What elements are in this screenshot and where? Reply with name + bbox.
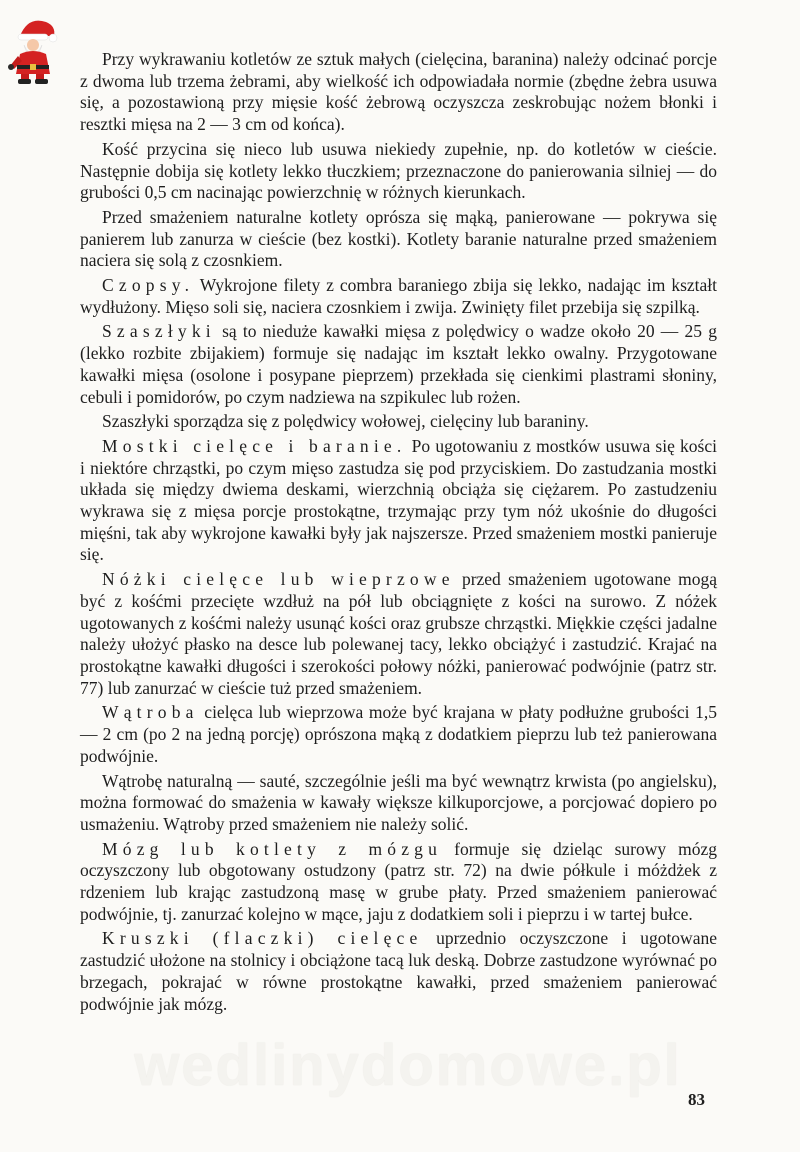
paragraph-text: Wykrojone filety z combra baraniego zbija się lekko, nadając im kształt wydłużony. Mięso soli się, naciera czosnkiem i zwija. Zwinięty filet przebija się szpilką. <box>80 275 717 317</box>
paragraph-mozg <box>80 839 717 926</box>
paragraph-3 <box>80 207 717 272</box>
section-heading-kruszki: Kruszki (flaczki) cielęce <box>102 928 423 949</box>
paragraph-text: Przed smażeniem naturalne kotlety oprósza się mąką, panierowane — pokrywa się panierem lub zanurza w cieście (bez kostki). Kotlety baranie naturalne przed smażeniem naciera się solą z czosnkiem. <box>80 206 717 271</box>
paragraph-text: cielęca lub wieprzowa może być krajana w płaty podłużne grubości 1,5 — 2 cm (po 2 na jedną porcję) oprószona mąką z dodatkiem pieprzu lub też panierowana podwójnie. <box>80 702 717 766</box>
paragraph-nozki <box>80 569 717 699</box>
paragraph-text: formuje się dzieląc surowy mózg oczyszczony lub obgotowany ostudzony (patrz str. 72) na dwie półkule i móżdżek z rdzeniem lub krając zastudzoną masę w grube płaty. Przed smażeniem panierować podwójnie, tj. zanurzać kolejno w mące, jaju z dodatkiem soli i pieprzu i w tartej bułce. <box>80 838 717 924</box>
section-heading-szaszlyki: Szaszłyki <box>102 321 216 342</box>
paragraph-mostki <box>80 436 717 566</box>
paragraph-text: Przy wykrawaniu kotletów ze sztuk małych (cielęcina, baranina) należy odcinać porcje z dwoma lub trzema żebrami, aby wielkość ich odpowiadała normie (zbędne żebra usuwa się, a pozostawioną przy mięsie kość żebrową oczyszcza zeskrobując nożem błonki i resztki mięsa na 2 — 3 cm od końca). <box>80 49 717 135</box>
paragraph-10 <box>80 771 717 836</box>
paragraph-czopsy <box>80 275 717 318</box>
section-heading-mozg: Mózg lub kotlety z mózgu <box>102 838 443 859</box>
section-heading-watroba: Wątroba <box>102 702 199 723</box>
paragraph-text: Wątrobę naturalną — sauté, szczególnie jeśli ma być wewnątrz krwista (po angielsku), można formować do smażenia w kawały większe kilkuporcjowe, a porcjować dopiero po usmażeniu. Wątroby przed smażeniem nie należy solić. <box>80 770 717 834</box>
paragraph-watroba <box>80 702 717 767</box>
paragraph-text: Szaszłyki sporządza się z polędwicy wołowej, cielęciny lub baraniny. <box>102 411 589 432</box>
section-heading-czopsy: Czopsy. <box>102 275 195 296</box>
section-heading-nozki: Nóżki cielęce lub wieprzowe <box>102 569 455 590</box>
watermark: wedlinydomowe.pl <box>134 1033 682 1098</box>
paragraph-text: Kość przycina się nieco lub usuwa niekiedy zupełnie, np. do kotletów w cieście. Następnie dobija się kotlety lekko tłuczkiem; przeznaczone do panierowania silniej — do grubości 0,5 cm nacinając powierzchnię w różnych kierunkach. <box>80 138 717 203</box>
paragraph-text: uprzednio oczyszczone i ugotowane zastudzić ułożone na stolnicy i obciążone tacą luk deską. Dobrze zastudzone wyrównać po brzegach, pokrajać w równe prostokątne kawałki, przed smażeniem panierować podwójnie jak mózg. <box>80 928 717 1014</box>
paragraph-text: Po ugotowaniu z mostków usuwa się kości i niektóre chrząstki, po czym mięso zastudza się pod przyciskiem. Do zastudzania mostki układa się między dwiema deskami, wierzchnią obciąża się ciężarem. Po zastudzeniu wykrawa się z mięsa porcje prostokątne, trzymając przy tym nóż ukośnie do długości mięśni, tak aby wykrojone kawałki były jak najszersze. Przed smażeniem mostki panieruje się. <box>80 435 717 565</box>
paragraph-kruszki <box>80 928 717 1015</box>
paragraph-szaszlyki <box>80 321 717 408</box>
section-heading-mostki: Mostki cielęce i baranie. <box>102 435 407 456</box>
page-text <box>80 49 717 1015</box>
paragraph-text: przed smażeniem ugotowane mogą być z kośćmi przecięte wzdłuż na pół lub obciągnięte z kości na surowo. Z nóżek ugotowanych z kośćmi należy usunąć kości oraz grubsze chrząstki. Miękkie części jadalne należy ułożyć płasko na desce lub polewanej tacy, lekko obciążyć i zastudzić. Krajać na prostokątne kawałki długości i szerokości połowy nóżki, panierować podwójnie (patrz str. 77) lub zanurzać w cieście tuż przed smażeniem. <box>80 569 717 698</box>
paragraph-1 <box>80 49 717 136</box>
santa-claus-icon <box>6 14 64 86</box>
page-number: 83 <box>688 1090 705 1109</box>
paragraph-text: są to nieduże kawałki mięsa z polędwicy o wadze około 20 — 25 g (lekko rozbite zbijakiem) formuje się nadając im kształt lekko owalny. Przygotowane kawałki mięsa (osolone i posypane pieprzem) przekłada się cienkimi plastrami słoniny, cebuli i pomidorów, po czym nadziewa na szpikulec lub rożen. <box>80 321 717 407</box>
paragraph-2 <box>80 139 717 204</box>
paragraph-6 <box>80 411 717 433</box>
